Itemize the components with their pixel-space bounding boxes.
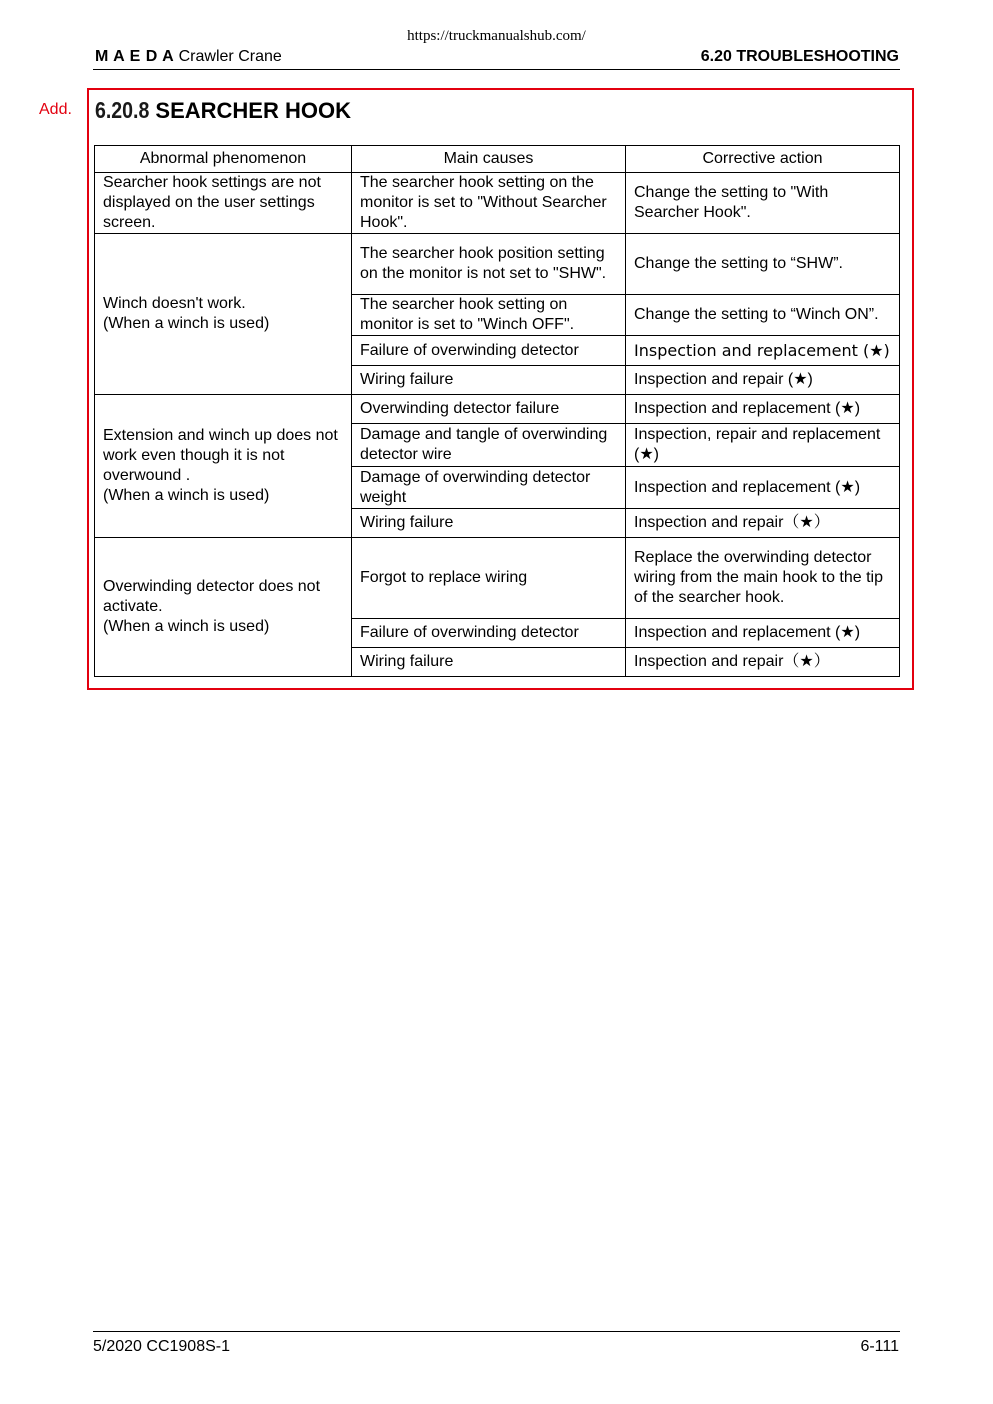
action-cell: Inspection and repair (★) (626, 366, 900, 395)
header-divider (93, 69, 900, 70)
cause-cell: Damage and tangle of overwinding detector wire (352, 424, 626, 467)
chapter-title: 6.20 TROUBLESHOOTING (700, 48, 899, 65)
section-number: 6.20.8 (95, 97, 150, 123)
action-cell: Inspection, repair and replacement (★) (626, 424, 900, 467)
cause-cell: The searcher hook setting on the monitor is set to "Without Searcher Hook". (352, 173, 626, 234)
cause-cell: Wiring failure (352, 648, 626, 677)
action-cell: Inspection and repair（★） (626, 648, 900, 677)
column-header-phenomenon: Abnormal phenomenon (95, 146, 352, 173)
cause-cell: Failure of overwinding detector (352, 619, 626, 648)
action-cell: Replace the overwinding detector wiring from the main hook to the tip of the searcher hook. (626, 538, 900, 619)
phenomenon-cell: Overwinding detector does not activate. (When a winch is used) (95, 538, 352, 677)
table-row (95, 234, 900, 295)
action-cell: Change the setting to “Winch ON”. (626, 295, 900, 336)
add-label: Add. (39, 101, 72, 118)
cause-cell: Wiring failure (352, 509, 626, 538)
action-cell: Inspection and replacement (★) (626, 619, 900, 648)
action-cell: Inspection and replacement (★) (626, 395, 900, 424)
phenomenon-cell: Searcher hook settings are not displayed on the user settings screen. (95, 173, 352, 234)
page-number: 6-111 (860, 1338, 899, 1355)
cause-cell: Wiring failure (352, 366, 626, 395)
cause-cell: Damage of overwinding detector weight (352, 467, 626, 509)
brand-name: M A E D A (95, 48, 175, 65)
phenomenon-cell: Winch doesn't work. (When a winch is used) (95, 234, 352, 395)
document-header-left (95, 48, 282, 66)
product-name: Crawler Crane (178, 48, 282, 65)
column-header-causes: Main causes (352, 146, 626, 173)
table-row (95, 538, 900, 619)
table-row (95, 395, 900, 424)
troubleshooting-table (94, 145, 900, 677)
table-header-row (95, 146, 900, 173)
column-header-action: Corrective action (626, 146, 900, 173)
footer-document-code: 5/2020 CC1908S-1 (93, 1338, 230, 1355)
cause-cell: Forgot to replace wiring (352, 538, 626, 619)
section-title: SEARCHER HOOK (155, 98, 351, 123)
footer-divider (93, 1331, 900, 1332)
action-cell: Change the setting to “SHW”. (626, 234, 900, 295)
cause-cell: The searcher hook setting on monitor is set to "Winch OFF". (352, 295, 626, 336)
action-cell: Inspection and replacement (★) (626, 467, 900, 509)
action-cell: Inspection and repair（★） (626, 509, 900, 538)
table-row (95, 173, 900, 234)
cause-cell: Overwinding detector failure (352, 395, 626, 424)
cause-cell: The searcher hook position setting on the monitor is not set to "SHW". (352, 234, 626, 295)
section-heading (95, 97, 351, 124)
source-url[interactable]: https://truckmanualshub.com/ (407, 28, 586, 44)
phenomenon-cell: Extension and winch up does not work even though it is not overwound . (When a winch is used) (95, 395, 352, 538)
action-cell: Change the setting to "With Searcher Hook". (626, 173, 900, 234)
cause-cell: Failure of overwinding detector (352, 336, 626, 366)
action-cell: Inspection and replacement (★) (626, 336, 900, 366)
